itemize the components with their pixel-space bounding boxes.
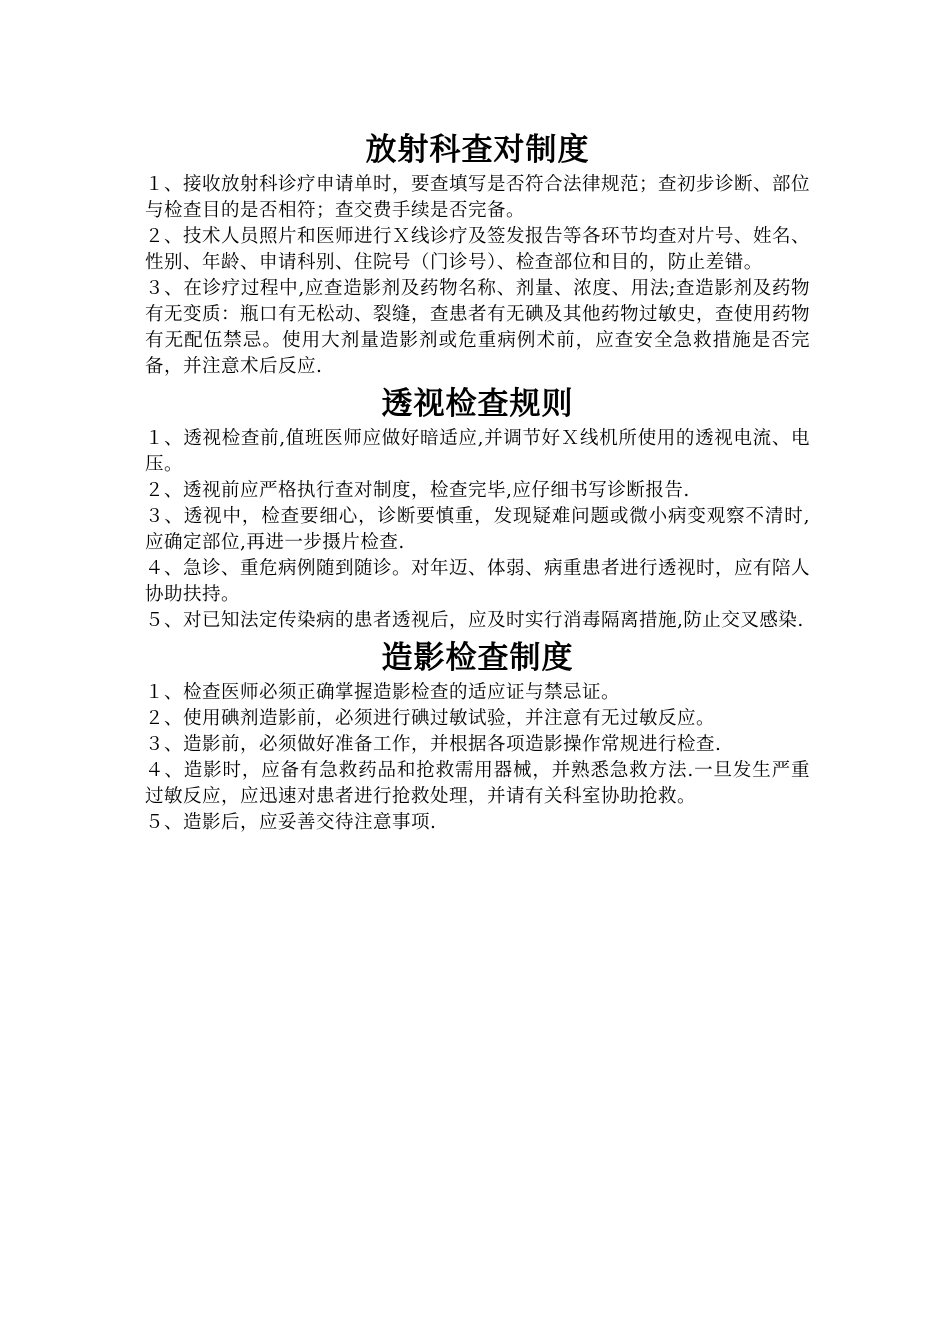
list-item: ４、造影时，应备有急救药品和抢救需用器械，并熟悉急救方法.一旦发生严重过敏反应，应迅速对患者进行抢救处理，并请有关科室协助抢救。 xyxy=(145,760,810,807)
list-item: ４、急诊、重危病例随到随诊。对年迈、体弱、病重患者进行透视时，应有陪人协助扶持。 xyxy=(145,558,811,605)
list-item: １、接收放射科诊疗申请单时，要查填写是否符合法律规范；查初步诊断、部位与检查目的是否相符；查交费手续是否完备。 xyxy=(145,174,811,221)
list-item: ５、造影后，应妥善交待注意事项. xyxy=(145,812,437,833)
list-item: ５、对已知法定传染病的患者透视后，应及时实行消毒隔离措施,防止交叉感染. xyxy=(145,610,804,631)
list-item: ３、透视中，检查要细心，诊断要慎重，发现疑难问题或微小病变观察不清时,应确定部位,再进一步摄片检查. xyxy=(145,506,810,553)
document-page xyxy=(145,128,810,838)
list-item: ２、透视前应严格执行查对制度，检查完毕,应仔细书写诊断报告. xyxy=(145,480,690,501)
list-item: １、透视检查前,值班医师应做好暗适应,并调节好Ｘ线机所使用的透视电流、电压。 xyxy=(145,428,810,475)
section-radiology-check xyxy=(145,128,810,380)
list-item: ３、在诊疗过程中,应查造影剂及药物名称、剂量、浓度、用法;查造影剂及药物有无变质：瓶口有无松动、裂缝，查患者有无碘及其他药物过敏史，查使用药物有无配伍禁忌。使用大剂量造影剂或危重病例术前，应查安全急救措施是否完备，并注意术后反应. xyxy=(145,278,811,377)
section-title: 放射科查对制度 xyxy=(365,132,590,168)
list-item: ３、造影前，必须做好准备工作，并根据各项造影操作常规进行检查. xyxy=(145,734,722,755)
list-item: ２、技术人员照片和医师进行Ｘ线诊疗及签发报告等各环节均查对片号、姓名、性别、年龄、申请科别、住院号（门诊号）、检查部位和目的，防止差错。 xyxy=(145,226,811,273)
list-item: ２、使用碘剂造影前，必须进行碘过敏试验，并注意有无过敏反应。 xyxy=(145,708,716,729)
section-title: 透视检查规则 xyxy=(381,386,574,422)
section-fluoroscopy-rules xyxy=(145,382,810,634)
section-title: 造影检查制度 xyxy=(381,640,574,676)
list-item: １、检查医师必须正确掌握造影检查的适应证与禁忌证。 xyxy=(145,682,621,703)
section-contrast-exam xyxy=(145,636,810,836)
